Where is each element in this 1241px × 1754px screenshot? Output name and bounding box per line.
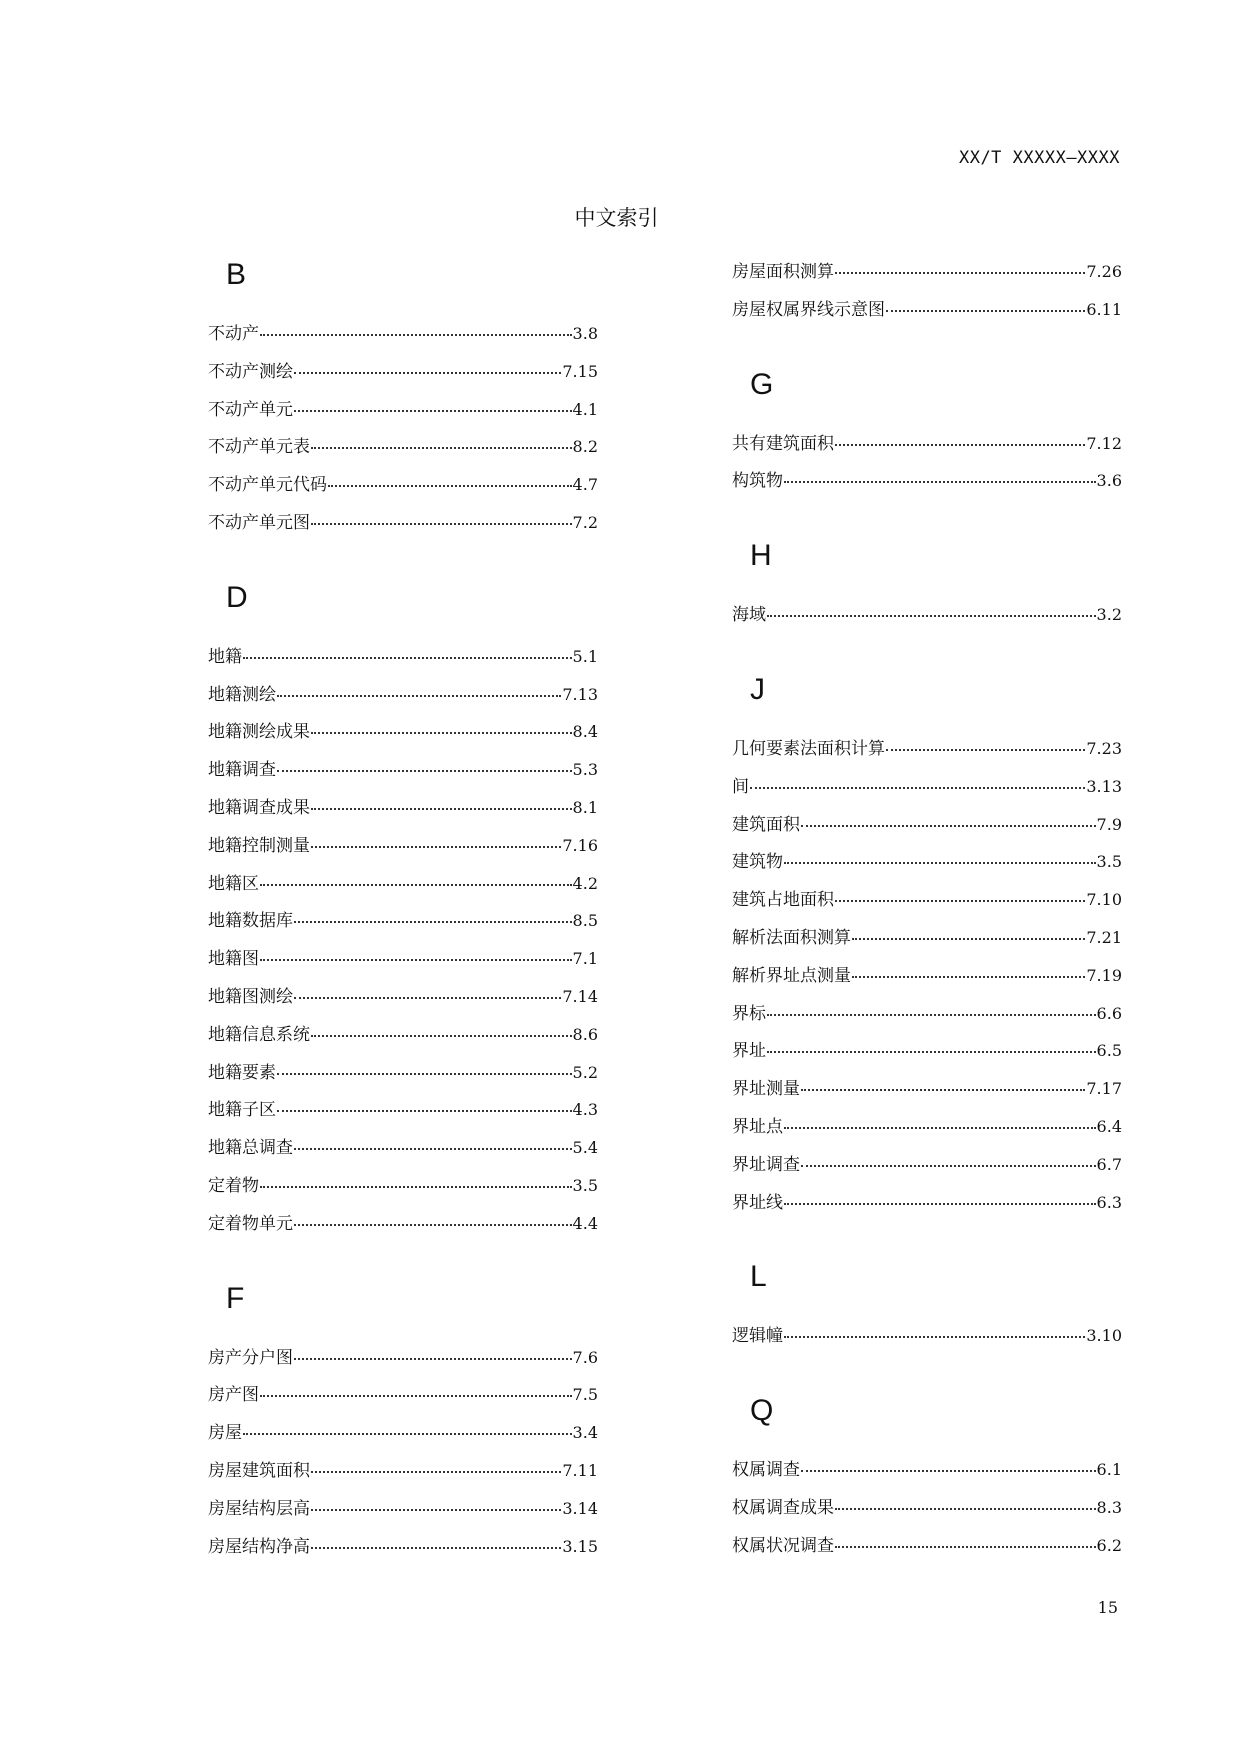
index-term: 界标 — [732, 1003, 766, 1024]
index-entry — [732, 815, 1122, 837]
index-entry — [208, 1176, 598, 1198]
dot-leader — [750, 787, 1085, 789]
index-entry — [208, 722, 598, 744]
section-letter: D — [226, 580, 248, 614]
dot-leader — [311, 1471, 561, 1473]
dot-leader — [886, 749, 1085, 751]
dot-leader — [294, 372, 561, 374]
clause-reference: 8.3 — [1096, 1498, 1122, 1517]
index-term: 地籍测绘 — [208, 684, 276, 705]
index-entry — [732, 777, 1122, 799]
index-term: 不动产测绘 — [208, 361, 293, 382]
clause-reference: 6.5 — [1096, 1041, 1122, 1061]
clause-reference: 8.6 — [572, 1024, 598, 1044]
clause-reference: 8.5 — [572, 911, 598, 931]
dot-leader — [767, 1014, 1096, 1016]
clause-reference: 7.9 — [1096, 814, 1122, 834]
index-term: 地籍要素 — [208, 1062, 276, 1083]
index-entry — [732, 1460, 1122, 1482]
dot-leader — [835, 1508, 1096, 1510]
dot-leader — [311, 447, 572, 449]
index-term: 不动产单元 — [208, 399, 293, 420]
index-entry — [732, 434, 1122, 456]
dot-leader — [243, 1433, 572, 1435]
dot-leader — [328, 485, 572, 487]
index-entry — [732, 471, 1122, 493]
index-term: 界址 — [732, 1041, 766, 1062]
index-term: 界址线 — [732, 1192, 783, 1213]
section-letter: L — [750, 1260, 767, 1294]
dot-leader — [784, 1336, 1085, 1338]
index-entry — [732, 1193, 1122, 1215]
clause-reference: 4.1 — [572, 399, 598, 419]
dot-leader — [886, 310, 1085, 312]
index-term: 不动产 — [208, 324, 259, 344]
dot-leader — [835, 272, 1085, 274]
index-term: 房屋结构净高 — [208, 1536, 310, 1557]
index-entry — [208, 1063, 598, 1085]
clause-reference: 7.19 — [1086, 965, 1122, 985]
index-term: 构筑物 — [732, 471, 783, 492]
clause-reference: 7.23 — [1086, 739, 1122, 758]
index-term: 几何要素法面积计算 — [732, 739, 885, 759]
index-entry — [208, 647, 598, 669]
dot-leader — [835, 1546, 1096, 1548]
index-entry — [732, 928, 1122, 950]
dot-leader — [767, 615, 1096, 617]
clause-reference: 7.17 — [1086, 1079, 1122, 1099]
dot-leader — [260, 959, 572, 961]
clause-reference: 8.2 — [572, 437, 598, 457]
dot-leader — [311, 1509, 561, 1511]
dot-leader — [277, 770, 572, 772]
dot-leader — [801, 825, 1096, 827]
index-entry — [208, 1348, 598, 1370]
clause-reference: 3.14 — [562, 1498, 598, 1518]
clause-reference: 6.4 — [1096, 1117, 1122, 1136]
dot-leader — [294, 921, 572, 923]
index-entry — [732, 1155, 1122, 1177]
index-term: 不动产单元图 — [208, 513, 310, 533]
index-term: 房屋建筑面积 — [208, 1461, 310, 1481]
dot-leader — [260, 334, 572, 336]
index-entry — [208, 400, 598, 422]
index-term: 海域 — [732, 605, 766, 626]
index-term: 解析界址点测量 — [732, 965, 851, 986]
index-entry — [208, 437, 598, 459]
clause-reference: 7.16 — [562, 835, 598, 855]
index-entry — [732, 1041, 1122, 1063]
index-term: 地籍图测绘 — [208, 987, 293, 1007]
index-term: 解析法面积测算 — [732, 928, 851, 948]
index-entry — [732, 1079, 1122, 1101]
index-entry — [208, 874, 598, 896]
dot-leader — [311, 846, 561, 848]
index-term: 不动产单元代码 — [208, 475, 327, 496]
index-term: 间 — [732, 776, 749, 797]
clause-reference: 3.4 — [572, 1423, 598, 1443]
index-term: 地籍总调查 — [208, 1138, 293, 1159]
clause-reference: 3.10 — [1086, 1326, 1122, 1346]
index-entry — [208, 1214, 598, 1236]
index-term: 定着物单元 — [208, 1213, 293, 1234]
index-entry — [732, 1117, 1122, 1139]
clause-reference: 7.6 — [572, 1347, 598, 1367]
index-term: 共有建筑面积 — [732, 433, 834, 454]
dot-leader — [277, 695, 561, 697]
clause-reference: 6.1 — [1096, 1460, 1122, 1480]
index-term: 地籍控制测量 — [208, 835, 310, 856]
index-term: 界址测量 — [732, 1079, 800, 1100]
clause-reference: 7.2 — [572, 513, 598, 532]
clause-reference: 4.2 — [572, 873, 598, 893]
clause-reference: 7.11 — [562, 1461, 598, 1480]
index-term: 房屋面积测算 — [732, 262, 834, 282]
page-title: 中文索引 — [574, 206, 659, 230]
index-term: 地籍调查 — [208, 760, 276, 781]
dot-leader — [260, 884, 572, 886]
dot-leader — [311, 523, 572, 525]
clause-reference: 7.1 — [572, 949, 598, 969]
dot-leader — [801, 1089, 1085, 1091]
dot-leader — [260, 1186, 572, 1188]
index-entry — [208, 362, 598, 384]
clause-reference: 7.26 — [1086, 262, 1122, 281]
index-term: 权属调查 — [732, 1460, 800, 1481]
index-entry — [208, 949, 598, 971]
index-entry — [208, 1385, 598, 1407]
index-entry — [208, 987, 598, 1009]
dot-leader — [260, 1395, 572, 1397]
dot-leader — [277, 1073, 572, 1075]
clause-reference: 7.21 — [1086, 928, 1122, 947]
section-letter: F — [226, 1281, 245, 1315]
dot-leader — [801, 1165, 1096, 1167]
dot-leader — [784, 1127, 1096, 1129]
standard-code: XX/T XXXXX—XXXX — [958, 148, 1120, 168]
clause-reference: 8.4 — [572, 722, 598, 742]
dot-leader — [294, 1148, 572, 1150]
index-entry — [732, 1004, 1122, 1026]
index-entry — [208, 324, 598, 346]
index-entry — [208, 1100, 598, 1122]
dot-leader — [784, 1203, 1096, 1205]
index-entry — [732, 739, 1122, 761]
section-letter: J — [750, 673, 765, 706]
clause-reference: 5.2 — [572, 1062, 598, 1082]
clause-reference: 6.7 — [1096, 1154, 1122, 1174]
dot-leader — [294, 1224, 572, 1226]
index-term: 建筑占地面积 — [732, 890, 834, 911]
clause-reference: 7.15 — [562, 361, 598, 381]
clause-reference: 3.8 — [572, 324, 598, 343]
dot-leader — [852, 976, 1085, 978]
index-term: 房产图 — [208, 1385, 259, 1406]
index-entry — [208, 760, 598, 782]
index-term: 建筑面积 — [732, 814, 800, 835]
index-term: 房产分户图 — [208, 1347, 293, 1368]
dot-leader — [784, 862, 1096, 864]
index-term: 地籍调查成果 — [208, 798, 310, 818]
section-letter: Q — [750, 1394, 774, 1428]
index-term: 地籍图 — [208, 949, 259, 970]
index-term: 地籍子区 — [208, 1100, 276, 1121]
clause-reference: 5.3 — [572, 760, 598, 780]
dot-leader — [311, 1547, 561, 1549]
index-entry — [732, 1536, 1122, 1558]
clause-reference: 3.6 — [1096, 471, 1122, 491]
clause-reference: 4.3 — [572, 1100, 598, 1120]
index-entry — [732, 966, 1122, 988]
clause-reference: 5.4 — [572, 1138, 598, 1158]
dot-leader — [277, 1110, 572, 1112]
clause-reference: 4.4 — [572, 1213, 598, 1233]
index-term: 地籍数据库 — [208, 911, 293, 932]
index-term: 房屋结构层高 — [208, 1498, 310, 1519]
index-term: 地籍区 — [208, 873, 259, 894]
index-term: 定着物 — [208, 1176, 259, 1196]
index-term: 界址调查 — [732, 1154, 800, 1175]
page-number: 15 — [1097, 1598, 1118, 1617]
index-term: 权属调查成果 — [732, 1498, 834, 1518]
index-entry — [208, 836, 598, 858]
index-entry — [208, 911, 598, 933]
clause-reference: 3.5 — [572, 1176, 598, 1195]
index-entry — [208, 685, 598, 707]
index-entry — [208, 1499, 598, 1521]
index-term: 房屋权属界线示意图 — [732, 299, 885, 320]
clause-reference: 6.11 — [1086, 299, 1122, 319]
index-entry — [732, 262, 1122, 284]
clause-reference: 4.7 — [572, 475, 598, 495]
clause-reference: 3.13 — [1086, 776, 1122, 796]
clause-reference: 3.5 — [1096, 852, 1122, 872]
dot-leader — [852, 938, 1085, 940]
index-entry — [208, 1138, 598, 1160]
dot-leader — [835, 444, 1085, 446]
dot-leader — [311, 808, 572, 810]
clause-reference: 7.5 — [572, 1385, 598, 1405]
clause-reference: 7.14 — [562, 987, 598, 1006]
section-letter: B — [226, 258, 247, 291]
dot-leader — [311, 732, 572, 734]
dot-leader — [294, 1358, 572, 1360]
dot-leader — [243, 657, 572, 659]
index-term: 界址点 — [732, 1117, 783, 1137]
dot-leader — [311, 1035, 572, 1037]
index-entry — [732, 890, 1122, 912]
dot-leader — [767, 1051, 1096, 1053]
clause-reference: 3.15 — [562, 1536, 598, 1556]
dot-leader — [801, 1470, 1096, 1472]
clause-reference: 7.10 — [1086, 890, 1122, 910]
index-entry — [732, 1326, 1122, 1348]
index-entry — [208, 1461, 598, 1483]
index-term: 逻辑幢 — [732, 1326, 783, 1347]
index-term: 房屋 — [208, 1423, 242, 1444]
index-entry — [208, 1025, 598, 1047]
index-entry — [208, 513, 598, 535]
index-term: 不动产单元表 — [208, 437, 310, 458]
section-letter: H — [750, 539, 772, 573]
index-entry — [208, 1537, 598, 1559]
index-term: 权属状况调查 — [732, 1535, 834, 1556]
index-term: 建筑物 — [732, 852, 783, 873]
clause-reference: 8.1 — [572, 798, 598, 817]
index-entry — [732, 605, 1122, 627]
dot-leader — [835, 900, 1085, 902]
index-entry — [208, 475, 598, 497]
index-term: 地籍测绘成果 — [208, 722, 310, 743]
clause-reference: 6.6 — [1096, 1003, 1122, 1023]
index-term: 地籍信息系统 — [208, 1024, 310, 1045]
index-entry — [732, 300, 1122, 322]
clause-reference: 3.2 — [1096, 605, 1122, 625]
clause-reference: 5.1 — [572, 646, 598, 666]
clause-reference: 7.13 — [562, 684, 598, 704]
index-entry — [208, 1423, 598, 1445]
index-entry — [208, 798, 598, 820]
index-entry — [732, 1498, 1122, 1520]
index-term: 地籍 — [208, 646, 242, 667]
clause-reference: 6.2 — [1096, 1535, 1122, 1555]
dot-leader — [784, 481, 1096, 483]
dot-leader — [294, 997, 561, 999]
clause-reference: 6.3 — [1096, 1192, 1122, 1212]
index-entry — [732, 852, 1122, 874]
section-letter: G — [750, 367, 774, 401]
clause-reference: 7.12 — [1086, 433, 1122, 453]
dot-leader — [294, 410, 572, 412]
